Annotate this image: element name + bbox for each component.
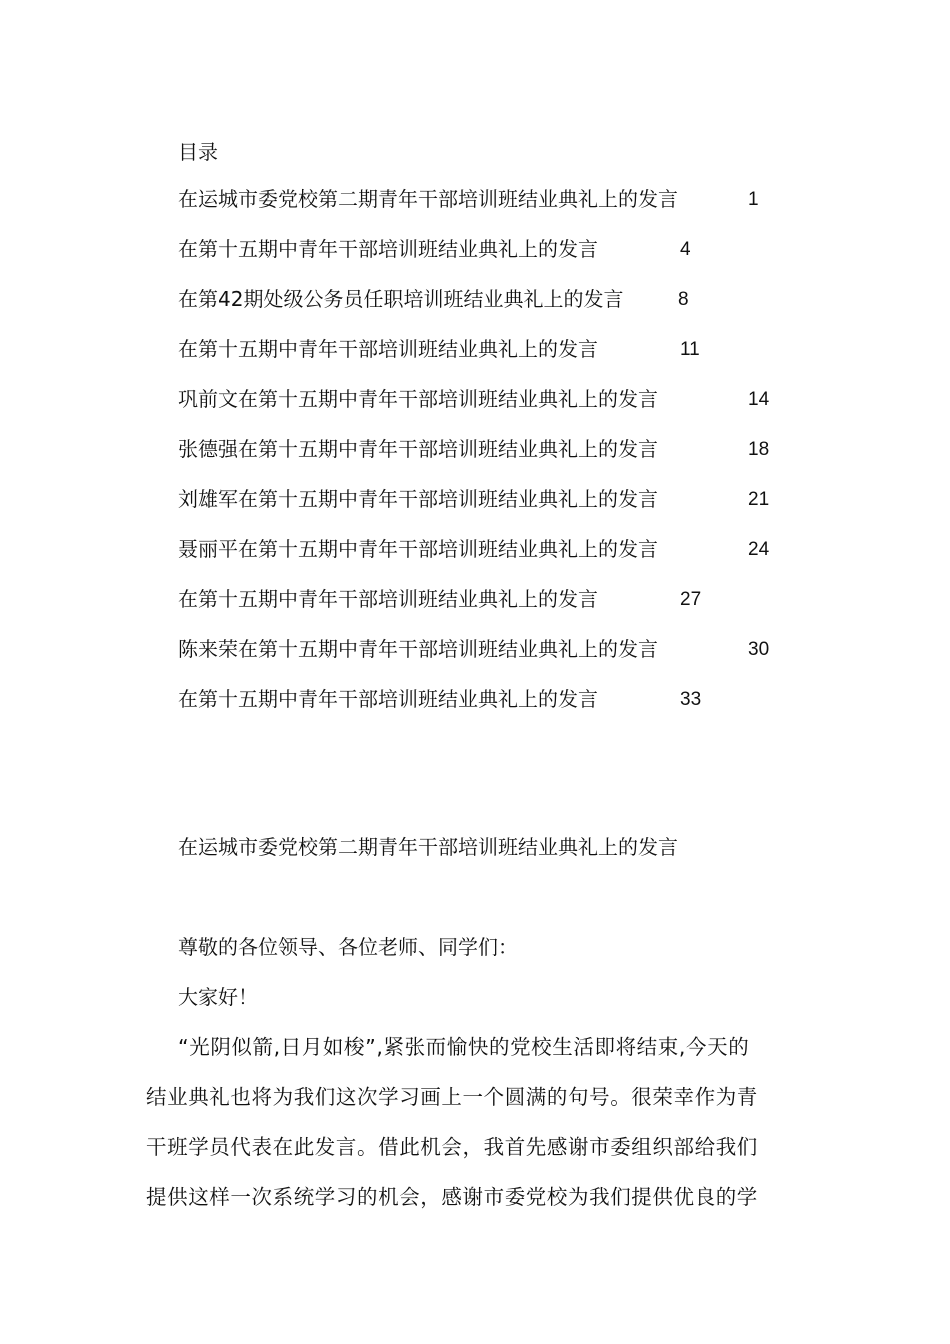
toc-entry-title: 在运城市委党校第二期青年干部培训班结业典礼上的发言 xyxy=(178,187,678,211)
toc-entry[interactable] xyxy=(178,286,818,336)
toc-entry-title: 在第42期处级公务员任职培训班结业典礼上的发言 xyxy=(178,287,624,311)
toc-entry[interactable] xyxy=(178,486,818,536)
toc-entry[interactable] xyxy=(178,336,818,386)
paragraph-line: 提供这样一次系统学习的机会，感谢市委党校为我们提供优良的学 xyxy=(146,1185,758,1209)
section-heading: 在运城市委党校第二期青年干部培训班结业典礼上的发言 xyxy=(178,835,678,859)
greeting: 大家好！ xyxy=(178,985,258,1009)
toc-entry-page: 4 xyxy=(680,239,691,260)
toc-entry[interactable] xyxy=(178,436,818,486)
paragraph-line: 结业典礼也将为我们这次学习画上一个圆满的句号。很荣幸作为青 xyxy=(146,1085,758,1109)
toc-entry[interactable] xyxy=(178,386,818,436)
toc-entry-page: 27 xyxy=(680,589,702,610)
toc-entry-title: 在第十五期中青年干部培训班结业典礼上的发言 xyxy=(178,687,598,711)
toc-entry-page: 33 xyxy=(680,689,702,710)
toc-entry-page: 11 xyxy=(680,339,700,360)
toc-entry-title: 在第十五期中青年干部培训班结业典礼上的发言 xyxy=(178,337,598,361)
toc-entry-title: 在第十五期中青年干部培训班结业典礼上的发言 xyxy=(178,237,598,261)
toc-entry-page: 21 xyxy=(748,489,770,510)
toc-entry-page: 24 xyxy=(748,539,770,560)
toc-entry-title: 张德强在第十五期中青年干部培训班结业典礼上的发言 xyxy=(178,437,658,461)
toc-entry-page: 18 xyxy=(748,439,770,460)
paragraph-line: “光阴似箭,日月如梭”,紧张而愉快的党校生活即将结束,今天的 xyxy=(178,1035,750,1059)
toc-entry-title: 陈来荣在第十五期中青年干部培训班结业典礼上的发言 xyxy=(178,637,658,661)
toc-entry[interactable] xyxy=(178,186,818,236)
toc-entry-page: 14 xyxy=(748,389,770,410)
toc-entry-title: 巩前文在第十五期中青年干部培训班结业典礼上的发言 xyxy=(178,387,658,411)
toc-entry[interactable] xyxy=(178,236,818,286)
toc-entry[interactable] xyxy=(178,636,818,686)
toc-entry-page: 8 xyxy=(678,289,689,310)
toc-title: 目录 xyxy=(178,140,218,164)
toc-entry-title: 聂丽平在第十五期中青年干部培训班结业典礼上的发言 xyxy=(178,537,658,561)
toc-entry-page: 30 xyxy=(748,639,770,660)
toc-entry-title: 在第十五期中青年干部培训班结业典礼上的发言 xyxy=(178,587,598,611)
salutation: 尊敬的各位领导、各位老师、同学们： xyxy=(178,935,518,959)
toc-entry-title: 刘雄军在第十五期中青年干部培训班结业典礼上的发言 xyxy=(178,487,658,511)
toc-entry-page: 1 xyxy=(748,189,759,210)
paragraph-line: 干班学员代表在此发言。借此机会，我首先感谢市委组织部给我们 xyxy=(146,1135,758,1159)
toc-entry[interactable] xyxy=(178,686,818,736)
toc-entry[interactable] xyxy=(178,586,818,636)
toc-list xyxy=(178,186,818,736)
body-paragraph xyxy=(146,1032,806,1232)
toc-entry[interactable] xyxy=(178,536,818,586)
